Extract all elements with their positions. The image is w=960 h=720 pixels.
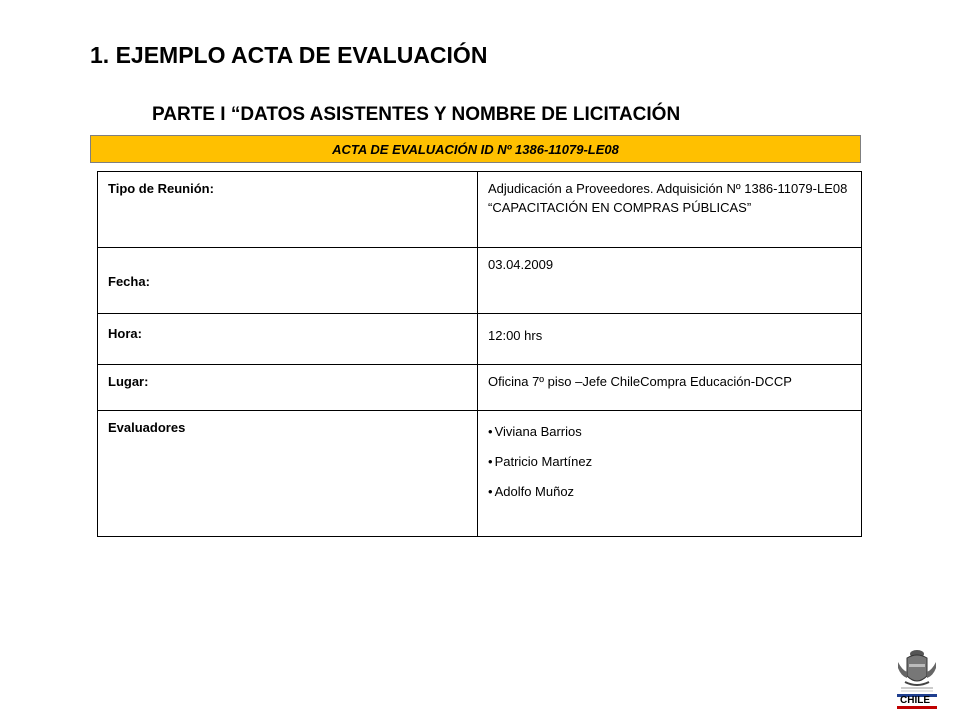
document-title: 1. EJEMPLO ACTA DE EVALUACIÓN — [90, 42, 488, 68]
table-row-lugar — [98, 365, 862, 411]
table-row-hora — [98, 314, 862, 365]
table-row-fecha — [98, 248, 862, 314]
label-lugar: Lugar: — [98, 365, 478, 411]
list-item — [488, 424, 849, 454]
bullet-icon: • — [488, 424, 493, 439]
label-tipo-reunion: Tipo de Reunión: — [98, 172, 478, 248]
evaluator-name: Viviana Barrios — [494, 424, 582, 439]
section-subtitle: PARTE I “DATOS ASISTENTES Y NOMBRE DE LICITACIÓN — [152, 104, 681, 125]
value-lugar: Oficina 7º piso –Jefe ChileCompra Educación-DCCP — [478, 365, 862, 411]
bullet-icon: • — [488, 484, 493, 499]
value-hora: 12:00 hrs — [478, 314, 862, 365]
bullet-icon: • — [488, 454, 493, 469]
label-evaluadores: Evaluadores — [98, 411, 478, 537]
value-fecha: 03.04.2009 — [478, 248, 862, 314]
logo-text: CHILE — [900, 695, 930, 706]
table-row-tipo — [98, 172, 862, 248]
evaluators-list — [488, 424, 849, 514]
table-row-evaluadores — [98, 411, 862, 537]
label-hora: Hora: — [98, 314, 478, 365]
evaluator-name: Patricio Martínez — [494, 454, 593, 469]
label-fecha: Fecha: — [98, 248, 478, 314]
value-evaluadores — [478, 411, 862, 537]
gobierno-de-chile-logo — [893, 648, 941, 710]
list-item — [488, 484, 849, 514]
meeting-details-table — [97, 171, 862, 537]
list-item — [488, 454, 849, 484]
evaluator-name: Adolfo Muñoz — [494, 484, 575, 499]
value-tipo-reunion: Adjudicación a Proveedores. Adquisición Nº 1386-11079-LE08 “CAPACITACIÓN EN COMPRAS PÚBLICAS” — [478, 172, 862, 248]
acta-id-banner: ACTA DE EVALUACIÓN ID Nº 1386-11079-LE08 — [90, 135, 861, 163]
